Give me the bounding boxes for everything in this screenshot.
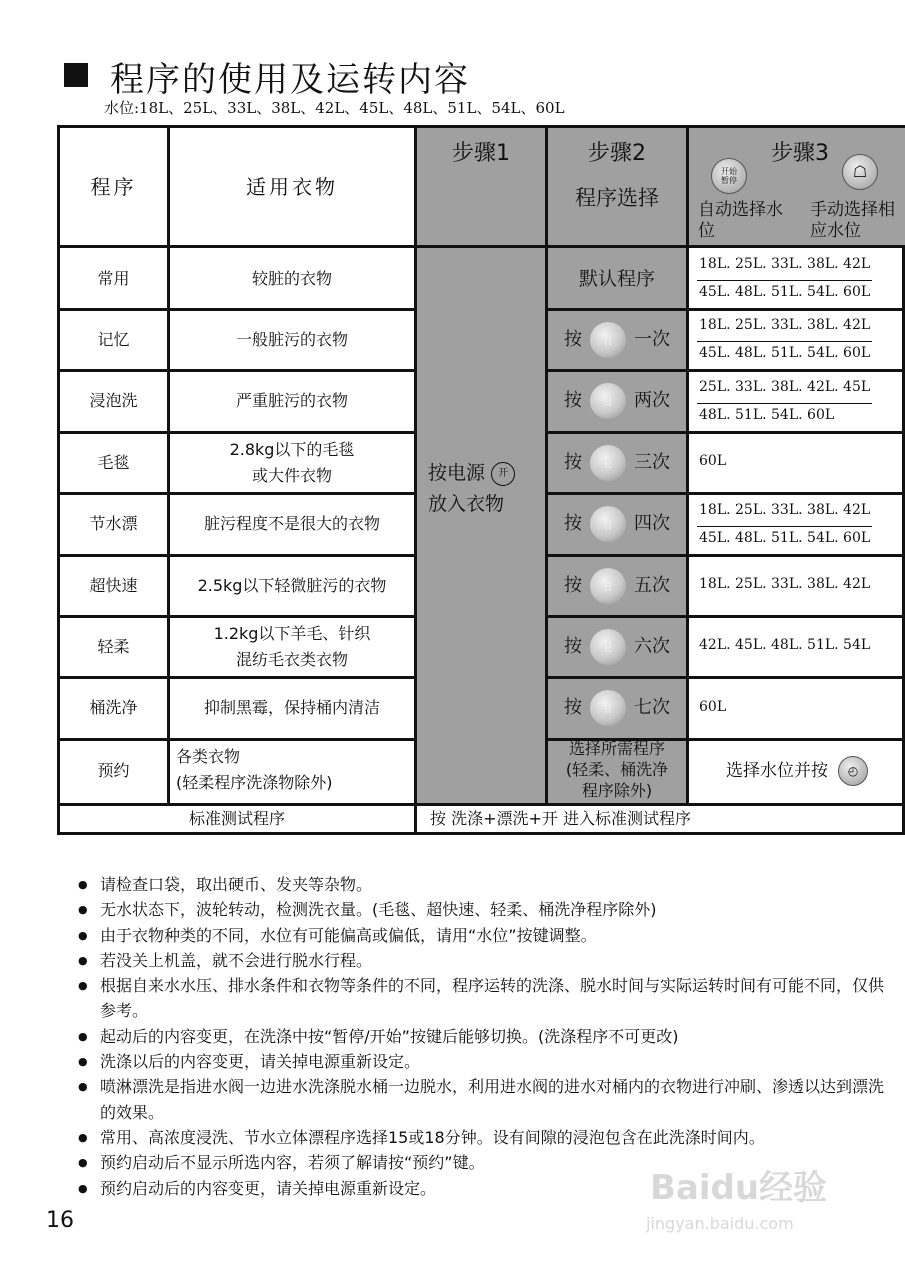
row-select: 默认程序 [578, 267, 655, 290]
row-select: 按 ⠿ 四次 [548, 494, 686, 555]
watermark-logo: Baidu经验 [650, 1168, 828, 1208]
row-name: 超快速 [89, 575, 138, 595]
row-clothes: 脏污程度不是很大的衣物 [203, 514, 380, 534]
row-name: 毛毯 [97, 452, 130, 472]
row-clothes: 严重脏污的衣物 [235, 391, 348, 411]
page-number: 16 [46, 1208, 74, 1233]
step1-instruction: 按电源 开 放入衣物 [428, 458, 515, 520]
header-step3: 步骤3 [771, 141, 829, 166]
row-water-levels: 18L. 25L. 33L. 38L. 42L 45L. 48L. 51L. 54L. 60L [699, 317, 871, 362]
header-program: 程序 [90, 174, 137, 199]
program-button-icon [590, 322, 626, 358]
row-select: 按 ⠿ 一次 [548, 309, 686, 370]
header-step2-sub: 程序选择 [575, 186, 659, 210]
header-manual: 手动选择相应水位 [810, 200, 895, 241]
row-name: 节水漂 [89, 514, 138, 534]
reserve-button-icon: ◴ [838, 756, 868, 786]
row-clothes: 抑制黑霉，保持桶内清洁 [203, 698, 380, 718]
row-select-reserve: 选择所需程序 (轻柔、桶洗净 程序除外) [565, 739, 669, 800]
water-levels: 水位:18L、25L、33L、38L、42L、45L、48L、51L、54L、60L [104, 99, 565, 117]
row-select: 按 ⠿ 三次 [548, 432, 686, 493]
program-table [57, 125, 905, 835]
note-item: ● 起动后的内容变更，在洗涤中按“暂停/开始”按键后能够切换。(洗涤程序不可更改) [78, 1024, 898, 1049]
row-name-reserve: 预约 [97, 761, 130, 780]
note-item: ● 无水状态下，波轮转动，检测洗衣量。(毛毯、超快速、轻柔、桶洗净程序除外) [78, 897, 898, 922]
row-water-levels: 18L. 25L. 33L. 38L. 42L 45L. 48L. 51L. 54L. 60L [699, 256, 871, 300]
row-clothes: 1.2kg以下羊毛、针织 混纺毛衣类衣物 [213, 624, 371, 670]
square-bullet-icon [64, 63, 88, 87]
row-clothes: 2.5kg以下轻微脏污的衣物 [197, 575, 387, 595]
program-button-icon [590, 568, 626, 604]
program-button-icon [590, 506, 626, 542]
note-item: ● 预约启动后的内容变更，请关掉电源重新设定。 [78, 1176, 898, 1201]
row-name: 常用 [97, 268, 130, 288]
hand-select-icon: ☖ [842, 154, 878, 190]
row-select: 按 ⠿ 两次 [548, 371, 686, 432]
row-name: 桶洗净 [89, 698, 138, 718]
row-water-levels: 42L. 45L. 48L. 51L. 54L [699, 637, 871, 654]
row-water-levels: 60L [699, 698, 727, 715]
watermark-url: jingyan.baidu.com [646, 1214, 794, 1233]
program-button-icon [590, 629, 626, 665]
row-clothes: 较脏的衣物 [251, 268, 332, 288]
page-title: 程序的使用及运转内容 [64, 52, 470, 101]
header-clothes: 适用衣物 [246, 174, 338, 199]
note-item: ● 根据自来水水压、排水条件和衣物等条件的不同，程序运转的洗涤、脱水时间与实际运转时间有可能不同，仅供参考。 [78, 973, 898, 1024]
row-clothes: 一般脏污的衣物 [235, 330, 348, 350]
program-button-icon [590, 383, 626, 419]
test-label: 标准测试程序 [188, 809, 285, 828]
header-step1: 步骤1 [452, 141, 510, 166]
row-name: 轻柔 [97, 637, 130, 657]
header-auto: 自动选择水位 [698, 200, 783, 241]
header-step2: 步骤2 [588, 141, 646, 166]
notes-list [78, 872, 898, 1201]
row-clothes-reserve: 各类衣物 (轻柔程序洗涤物除外) [176, 747, 333, 792]
row-water-levels: 25L. 33L. 38L. 42L. 45L 48L. 51L. 54L. 60L [699, 378, 871, 423]
note-item: ● 洗涤以后的内容变更，请关掉电源重新设定。 [78, 1049, 898, 1074]
note-item: ● 由于衣物种类的不同，水位有可能偏高或偏低，请用“水位”按键调整。 [78, 923, 898, 948]
program-button-icon [590, 445, 626, 481]
note-item: ● 预约启动后不显示所选内容，若须了解请按“预约”键。 [78, 1150, 898, 1175]
start-pause-icon: 开始暂停 [711, 158, 747, 194]
note-item: ● 若没关上机盖，就不会进行脱水行程。 [78, 948, 898, 973]
row-select: 按 ⠿ 六次 [548, 616, 686, 677]
note-item: ● 喷淋漂洗是指进水阀一边进水洗涤脱水桶一边脱水，利用进水阀的进水对桶内的衣物进行冲刷、渗透以达到漂洗的效果。 [78, 1074, 898, 1125]
row-water-levels: 60L [699, 453, 727, 470]
note-item: ● 请检查口袋，取出硬币、发夹等杂物。 [78, 872, 898, 897]
row-water-levels: 18L. 25L. 33L. 38L. 42L [699, 576, 871, 592]
row-step3-reserve: 选择水位并按 ◴ [689, 739, 905, 803]
row-name: 记忆 [97, 330, 130, 350]
power-icon: 开 [491, 462, 515, 486]
test-text: 按 洗涤+漂洗+开 进入标准测试程序 [430, 809, 691, 828]
row-select: 按 ⠿ 五次 [548, 555, 686, 616]
row-name: 浸泡洗 [89, 391, 138, 411]
program-button-icon [590, 690, 626, 726]
row-select: 按 ⠿ 七次 [548, 678, 686, 739]
row-clothes: 2.8kg以下的毛毯 或大件衣物 [229, 439, 355, 485]
note-item: ● 常用、高浓度浸洗、节水立体漂程序选择15或18分钟。设有间隙的浸泡包含在此洗涤时间内。 [78, 1125, 898, 1150]
row-water-levels: 18L. 25L. 33L. 38L. 42L 45L. 48L. 51L. 54L. 60L [699, 501, 871, 546]
